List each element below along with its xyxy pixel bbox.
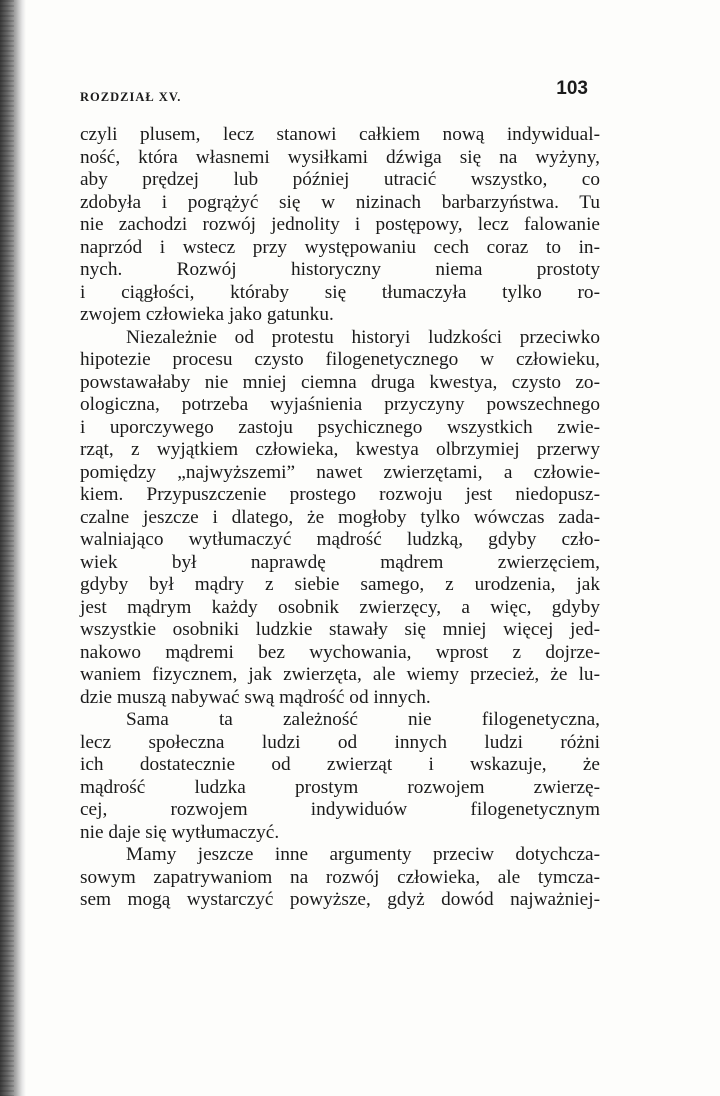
text-line: nakowo mądremi bez wychowania, wprost z dojrze‐ [80, 641, 600, 663]
text-line: wszystkie osobniki ludzkie stawały się mniej więcej jed‐ [80, 619, 600, 640]
text-line: kiem. Przypuszczenie prostego rozwoju jest niedopusz‐ [80, 484, 600, 505]
text-line: ność, która własnemi wysiłkami dźwiga się na wyżyny, [80, 146, 600, 168]
text-line: hipotezie procesu czysto filogenetycznego w człowieku, [80, 349, 600, 370]
binding-edge-texture [0, 0, 14, 1096]
text-line: naprzód i wstecz przy występowaniu cech coraz to in‐ [80, 236, 600, 258]
text-line: aby prędzej lub później utracić wszystko, co [80, 169, 600, 190]
paragraph-start-line: Mamy jeszcze inne argumenty przeciw dotychcza‐ [126, 844, 600, 865]
chapter-heading: ROZDZIAŁ XV. [80, 90, 182, 104]
text-line: cej, rozwojem indywiduów filogenetycznym [80, 799, 600, 820]
page-number: 103 [556, 78, 588, 99]
text-line: ich dostatecznie od zwierząt i wskazuje, że [80, 754, 600, 775]
text-line: powstawałaby nie mniej ciemna druga kwestya, czysto zo‐ [80, 371, 600, 393]
text-line: nie zachodzi rozwój jednolity i postępowy, lecz falowanie [80, 214, 600, 235]
running-header [80, 78, 588, 102]
text-line: jest mądrym każdy osobnik zwierzęcy, a więc, gdyby [80, 596, 600, 618]
text-line: rząt, z wyjątkiem człowieka, kwestya olbrzymiej przerwy [80, 439, 600, 460]
text-line: nie daje się wytłumaczyć. [80, 821, 280, 843]
text-line: sem mogą wystarczyć powyższe, gdyż dowód najważniej‐ [80, 889, 600, 910]
text-line: zdobyła i pogrążyć się w nizinach barbarzyństwa. Tu [80, 191, 600, 213]
text-line: wiek był naprawdę mądrem zwierzęciem, [80, 551, 600, 573]
text-line: walniająco wytłumaczyć mądrość ludzką, gdyby czło‐ [80, 529, 600, 550]
text-line: mądrość ludzka prostym rozwojem zwierzę‐ [80, 776, 600, 798]
text-line: pomiędzy „najwyższemi” nawet zwierzętami, a człowie‐ [80, 461, 600, 483]
text-line: i ciągłości, któraby się tłumaczyła tylko ro‐ [80, 281, 600, 303]
paragraph-start-line: Sama ta zależność nie filogenetyczna, [126, 709, 600, 730]
text-line: waniem fizycznem, jak zwierzęta, ale wiemy przecież, że lu‐ [80, 664, 600, 685]
text-line: czyli plusem, lecz stanowi całkiem nową indywidual‐ [80, 124, 600, 145]
text-line: gdyby był mądry z siebie samego, z urodzenia, jak [80, 574, 600, 595]
text-line: zwojem człowieka jako gatunku. [80, 304, 334, 325]
text-line: nych. Rozwój historyczny niema prostoty [80, 259, 600, 280]
text-line: dzie muszą nabywać swą mądrość od innych. [80, 686, 431, 708]
text-line: sowym zapatrywaniom na rozwój człowieka, ale tymcza‐ [80, 866, 600, 888]
body-text [80, 124, 600, 912]
text-line: ologiczna, potrzeba wyjaśnienia przyczyny powszechnego [80, 394, 600, 415]
text-line: i uporczywego zastoju psychicznego wszystkich zwie‐ [80, 416, 600, 438]
text-line: czalne jeszcze i dlatego, że mogłoby tylko wówczas zada‐ [80, 506, 600, 528]
text-line: lecz społeczna ludzi od innych ludzi różni [80, 731, 600, 753]
paragraph-start-line: Niezależnie od protestu historyi ludzkości przeciwko [126, 326, 600, 348]
